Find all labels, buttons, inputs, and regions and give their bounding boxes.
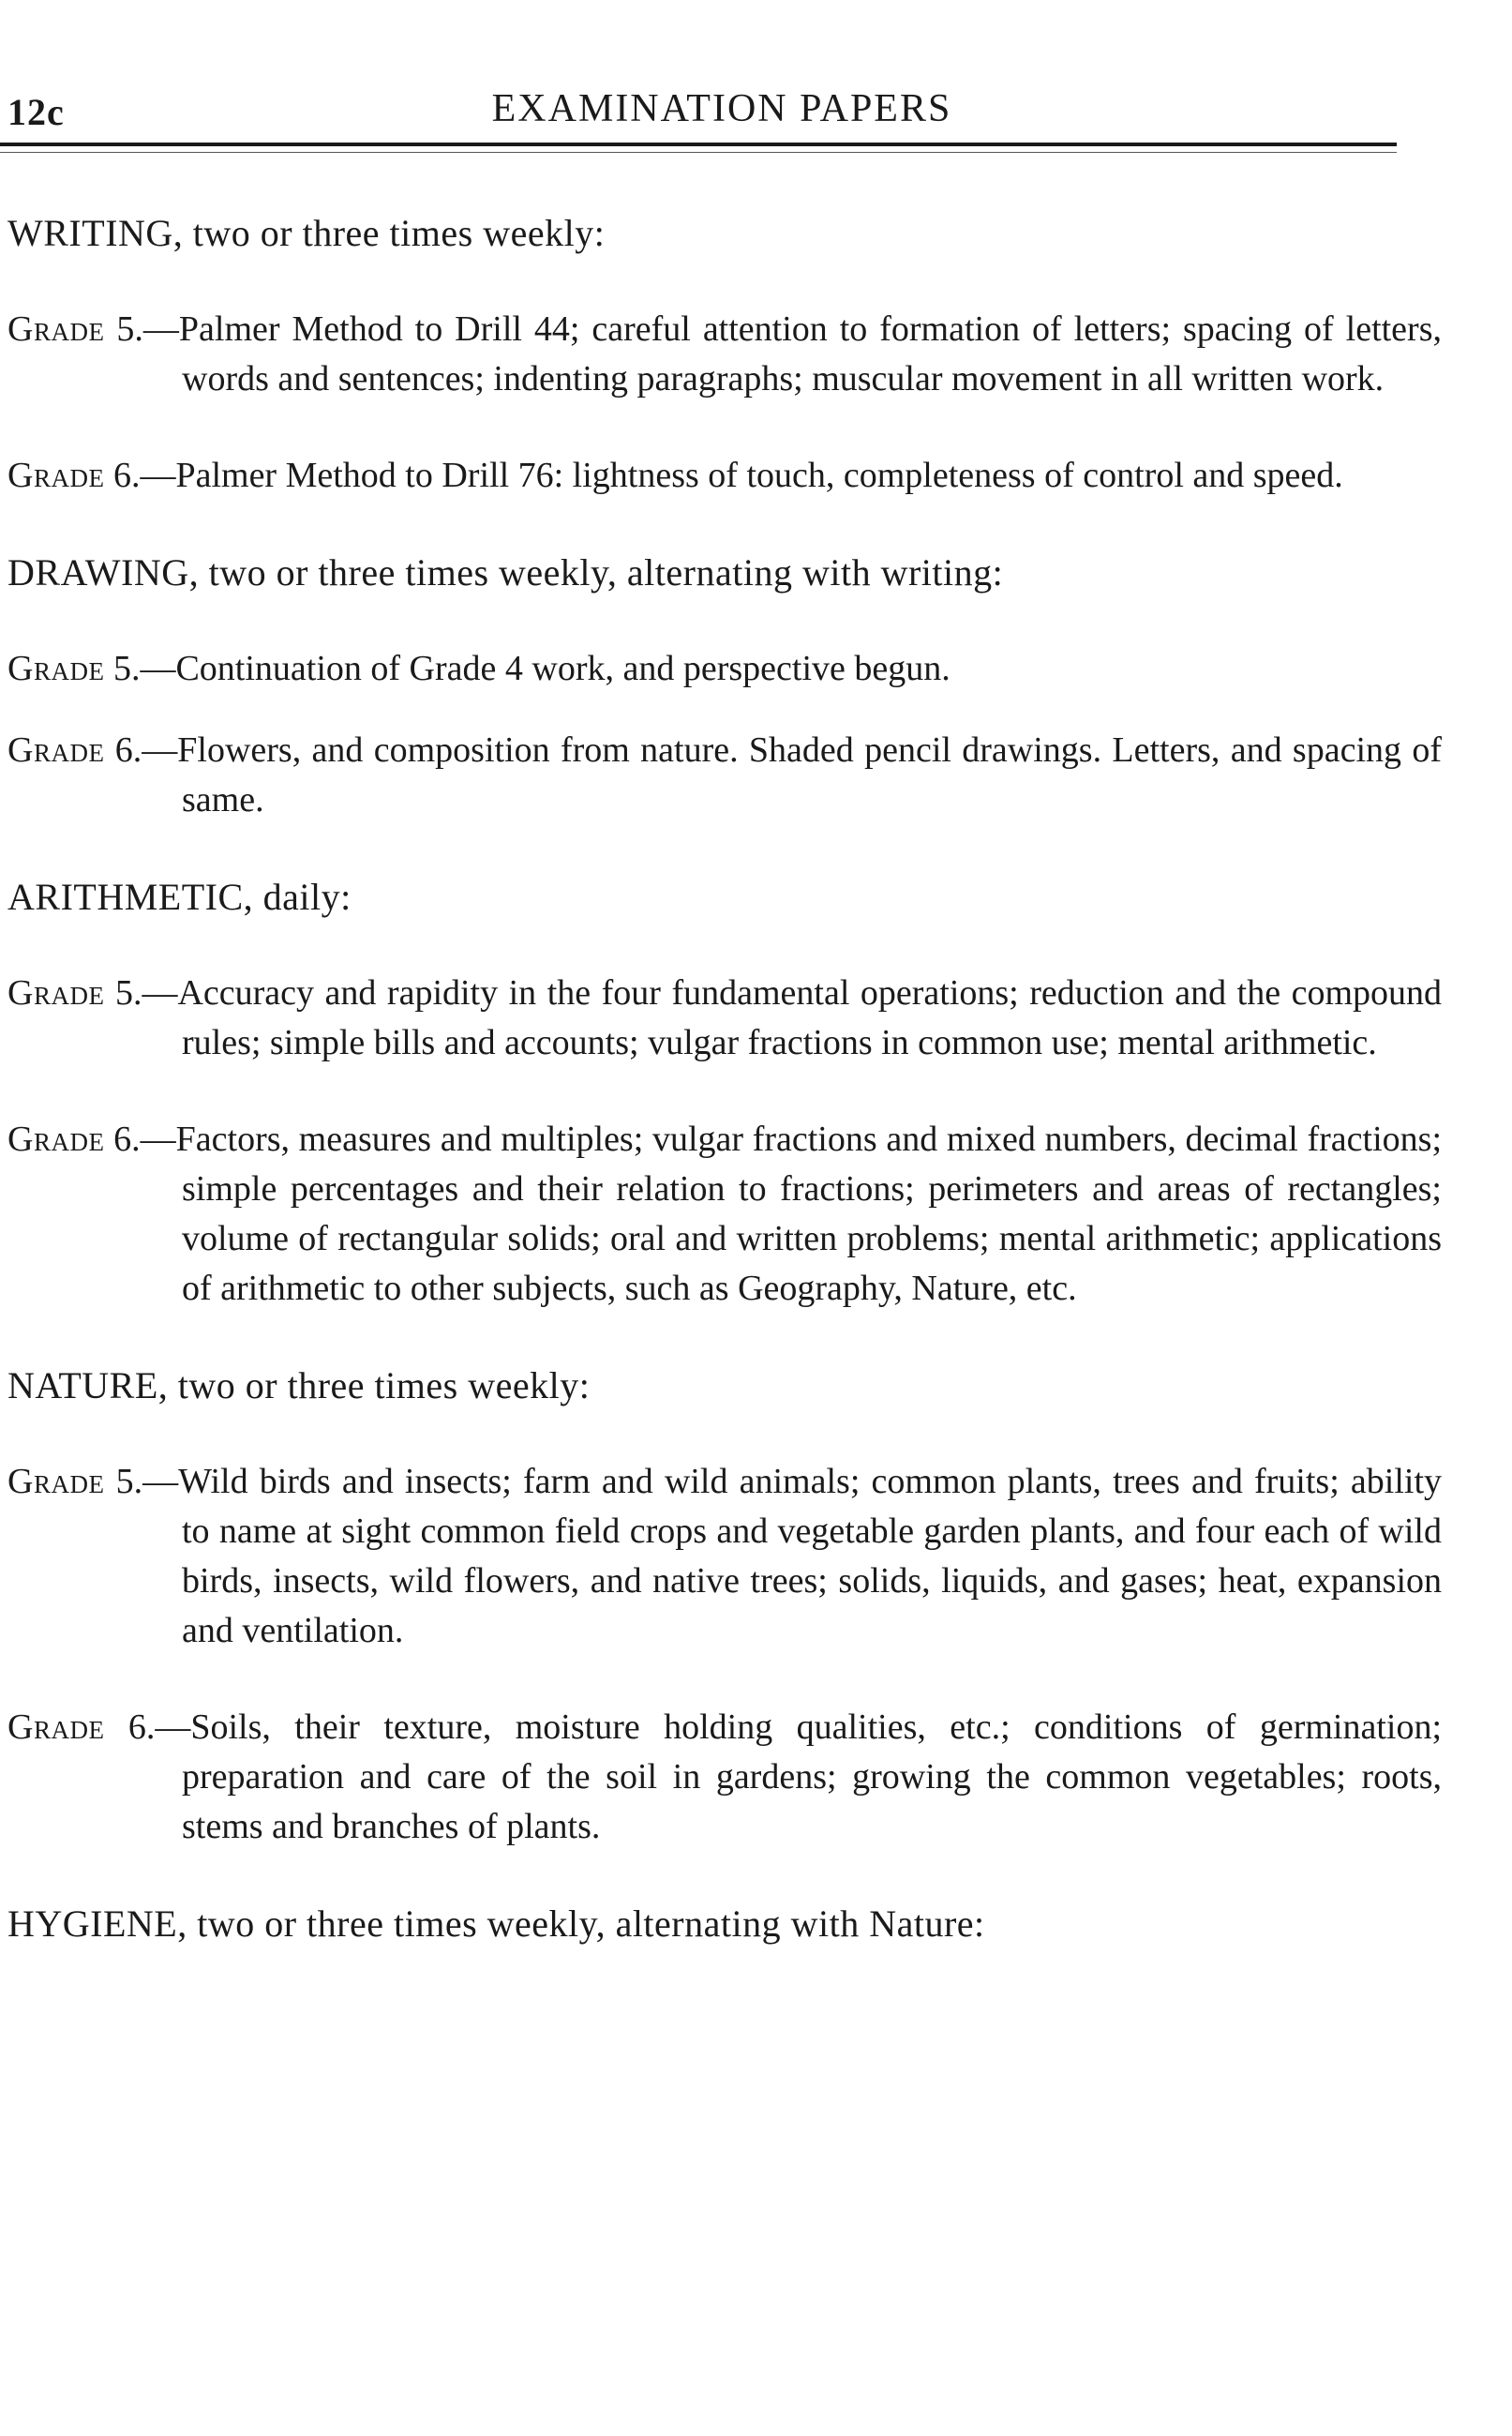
grade-text: 5.—Palmer Method to Drill 44; careful attention to formation of letters; spacing of letters, words and sentences; indenting paragraphs; muscular movement in all written work. bbox=[116, 309, 1442, 398]
running-head bbox=[0, 86, 1444, 143]
grade-paragraph bbox=[7, 1457, 1442, 1656]
header-rule bbox=[0, 143, 1397, 146]
grade-label: Grade bbox=[7, 1707, 105, 1747]
grade-label: Grade bbox=[7, 309, 105, 349]
grade-label: Grade bbox=[7, 973, 105, 1013]
section-heading-drawing: DRAWING, two or three times weekly, alternating with writing: bbox=[7, 551, 1004, 594]
grade-paragraph bbox=[7, 305, 1442, 404]
grade-paragraph bbox=[7, 1115, 1442, 1314]
grade-label: Grade bbox=[7, 730, 105, 770]
grade-text: 6.—Flowers, and composition from nature. Shaded pencil drawings. Letters, and spacing of same. bbox=[114, 730, 1442, 820]
grade-text: 6.—Soils, their texture, moisture holding qualities, etc.; conditions of germination; preparation and care of the soil in gardens; growing the common vegetables; roots, stems and branches of plants. bbox=[127, 1707, 1442, 1846]
grade-paragraph bbox=[7, 1703, 1442, 1852]
page-body bbox=[7, 208, 1442, 1995]
section-heading-nature: NATURE, two or three times weekly: bbox=[7, 1364, 591, 1406]
grade-paragraph bbox=[7, 969, 1442, 1068]
grade-text: 6.—Palmer Method to Drill 76: lightness of touch, completeness of control and speed. bbox=[112, 456, 1343, 495]
grade-label: Grade bbox=[7, 649, 105, 688]
grade-text: 5.—Continuation of Grade 4 work, and perspective begun. bbox=[112, 649, 951, 688]
page-title: EXAMINATION PAPERS bbox=[491, 87, 952, 130]
grade-paragraph bbox=[7, 644, 1442, 694]
section-heading-writing: WRITING, two or three times weekly: bbox=[7, 212, 606, 254]
grade-paragraph bbox=[7, 726, 1442, 825]
grade-label: Grade bbox=[7, 1120, 105, 1159]
grade-paragraph bbox=[7, 451, 1442, 501]
grade-text: 5.—Wild birds and insects; farm and wild animals; common plants, trees and fruits; ability to name at sight common field crops and vegetable garden plants, and four each of wild birds, insects, wild flowers, and native trees; solids, liquids, and gases; heat, expansion and ventilation. bbox=[115, 1462, 1442, 1650]
grade-text: 6.—Factors, measures and multiples; vulgar fractions and mixed numbers, decimal fractions; simple percentages and their relation to fractions; perimeters and areas of rectangles; volume of rectangular solids; oral and written problems; mental arithmetic; applications of arithmetic to other subjects, such as Geography, Nature, etc. bbox=[113, 1120, 1443, 1308]
header-rule-thin bbox=[0, 152, 1397, 153]
grade-text: 5.—Accuracy and rapidity in the four fundamental operations; reduction and the compound rules; simple bills and accounts; vulgar fractions in common use; mental arithmetic. bbox=[114, 973, 1442, 1062]
section-heading-hygiene: HYGIENE, two or three times weekly, alternating with Nature: bbox=[7, 1902, 985, 1945]
page-number: 12c bbox=[7, 91, 65, 133]
grade-label: Grade bbox=[7, 456, 105, 495]
grade-label: Grade bbox=[7, 1462, 105, 1501]
section-heading-arithmetic: ARITHMETIC, daily: bbox=[7, 876, 352, 918]
